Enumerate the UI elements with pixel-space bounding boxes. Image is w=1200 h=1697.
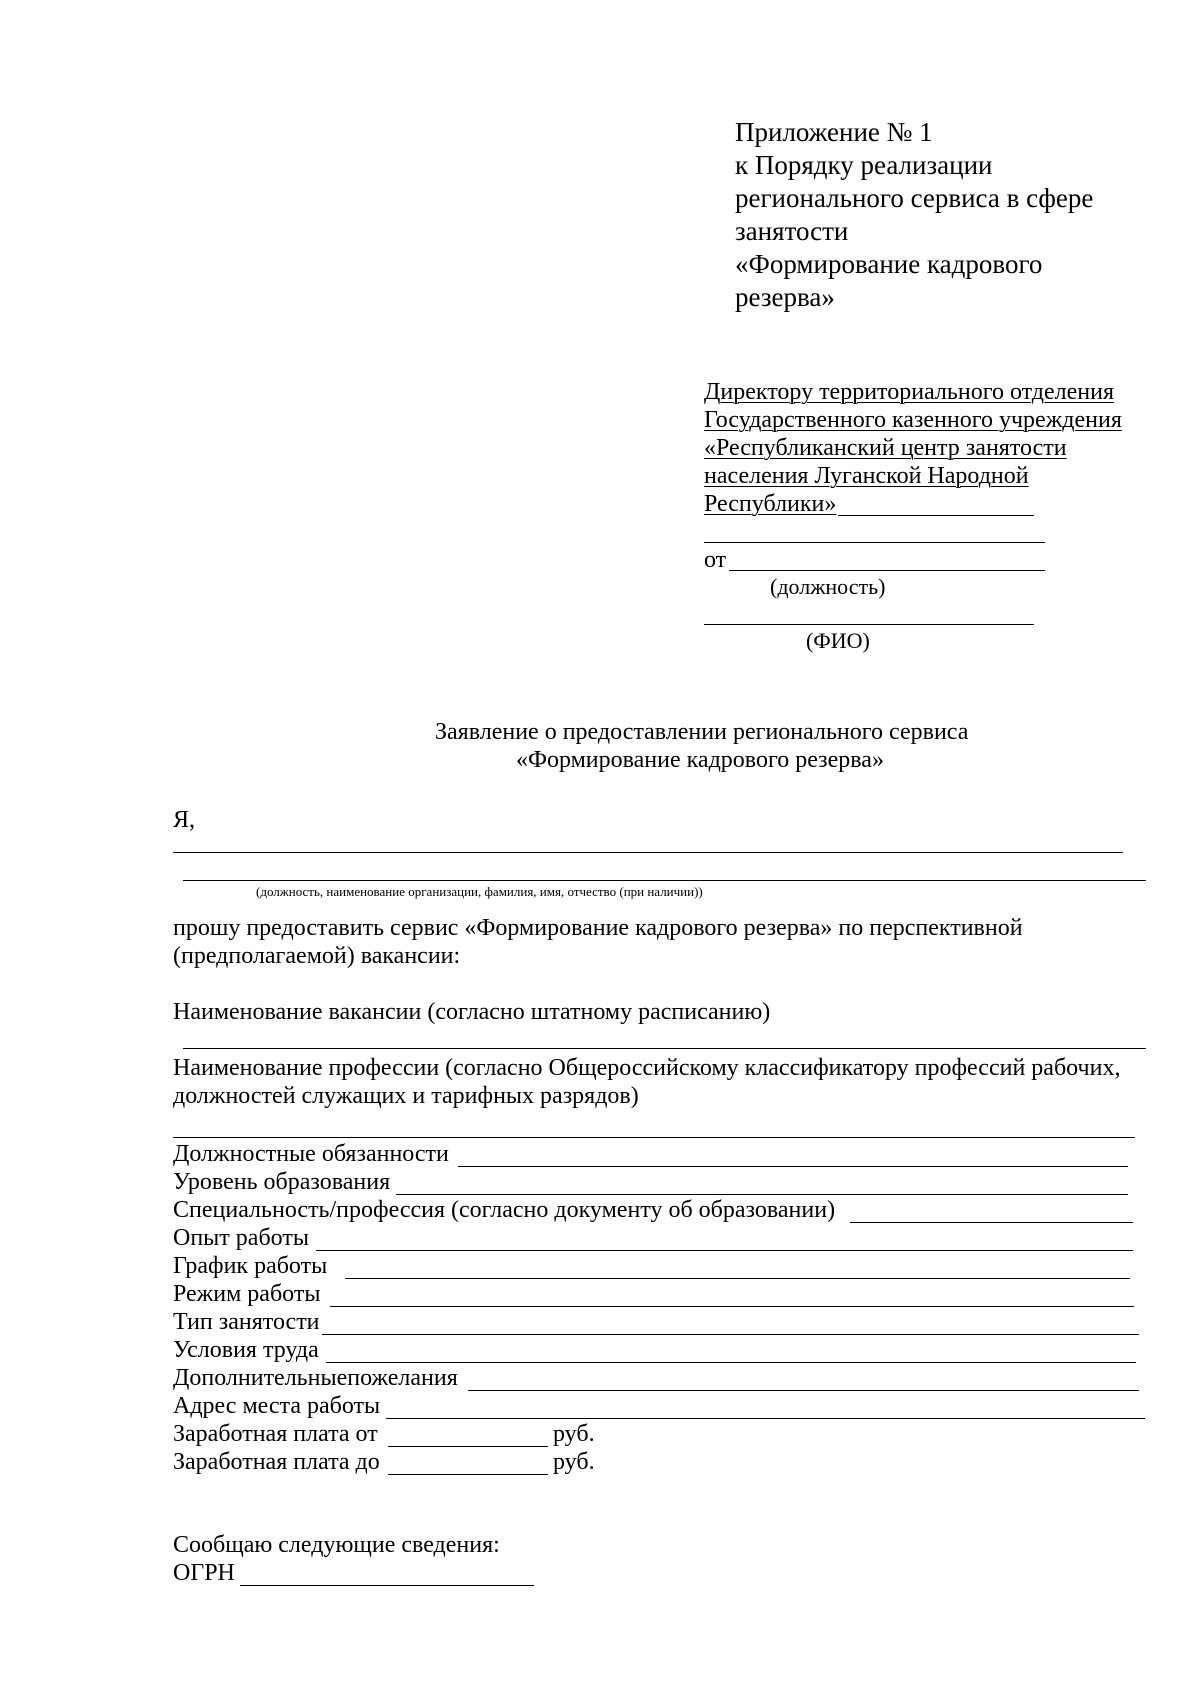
addressee-line: населения Луганской Народной <box>704 463 1029 489</box>
appendix-line: к Порядку реализации <box>735 150 993 180</box>
schedule-label: График работы <box>173 1253 328 1279</box>
duties-field-line[interactable] <box>458 1166 1128 1167</box>
applicant-field-line[interactable] <box>173 852 1123 853</box>
addressee-blank-line[interactable] <box>838 515 1034 516</box>
applicant-field-line[interactable] <box>183 880 1146 881</box>
experience-field-line[interactable] <box>316 1250 1133 1251</box>
statement-title-line: «Формирование кадрового резерва» <box>516 747 884 773</box>
statement-title-line: Заявление о предоставлении регионального сервиса <box>435 719 969 745</box>
work-address-label: Адрес места работы <box>173 1393 381 1419</box>
addressee-line: Республики» <box>704 491 837 517</box>
addressee-blank-line[interactable] <box>704 542 1045 543</box>
work-address-field-line[interactable] <box>386 1418 1145 1419</box>
work-mode-label: Режим работы <box>173 1281 321 1307</box>
request-text: (предполагаемой) вакансии: <box>173 943 461 969</box>
profession-label: Наименование профессии (согласно Общероссийскому классификатору профессий рабочих, <box>173 1055 1121 1081</box>
appendix-line: Приложение № 1 <box>735 117 933 147</box>
salary-to-currency: руб. <box>553 1449 595 1475</box>
addressee-line: Государственного казенного учреждения <box>704 407 1122 433</box>
salary-from-label: Заработная плата от <box>173 1421 378 1447</box>
specialty-field-line[interactable] <box>850 1222 1133 1223</box>
work-conditions-label: Условия труда <box>173 1337 319 1363</box>
fio-caption: (ФИО) <box>806 628 870 653</box>
fio-field-line[interactable] <box>704 624 1034 625</box>
schedule-field-line[interactable] <box>345 1278 1130 1279</box>
i-label: Я, <box>173 807 196 833</box>
profession-label: должностей служащих и тарифных разрядов) <box>173 1083 639 1109</box>
salary-to-label: Заработная плата до <box>173 1449 380 1475</box>
work-conditions-field-line[interactable] <box>326 1362 1136 1363</box>
education-level-field-line[interactable] <box>396 1194 1128 1195</box>
request-text: прошу предоставить сервис «Формирование кадрового резерва» по перспективной <box>173 915 1023 941</box>
position-field-line[interactable] <box>729 570 1045 571</box>
salary-to-field-line[interactable] <box>388 1474 548 1475</box>
info-label: Сообщаю следующие сведения: <box>173 1532 500 1558</box>
addressee-line: «Республиканский центр занятости <box>704 435 1067 461</box>
duties-label: Должностные обязанности <box>173 1141 449 1167</box>
appendix-line: регионального сервиса в сфере <box>735 183 1094 213</box>
salary-from-field-line[interactable] <box>388 1446 548 1447</box>
appendix-line: резерва» <box>735 282 835 312</box>
additional-wishes-label: Дополнительныепожелания <box>173 1365 458 1391</box>
education-level-label: Уровень образования <box>173 1169 391 1195</box>
ogrn-label: ОГРН <box>173 1560 235 1586</box>
employment-type-field-line[interactable] <box>322 1334 1139 1335</box>
position-caption: (должность) <box>770 574 886 599</box>
salary-from-currency: руб. <box>553 1421 595 1447</box>
applicant-caption: (должность, наименование организации, фамилия, имя, отчество (при наличии)) <box>256 884 703 899</box>
from-label: от <box>704 547 727 573</box>
employment-type-label: Тип занятости <box>173 1309 320 1335</box>
vacancy-name-label: Наименование вакансии (согласно штатному расписанию) <box>173 999 771 1025</box>
profession-field-line[interactable] <box>173 1137 1135 1138</box>
appendix-line: занятости <box>735 216 849 246</box>
work-mode-field-line[interactable] <box>330 1306 1134 1307</box>
experience-label: Опыт работы <box>173 1225 309 1251</box>
specialty-label: Специальность/профессия (согласно документу об образовании) <box>173 1197 836 1223</box>
ogrn-field-line[interactable] <box>240 1585 534 1586</box>
vacancy-name-field-line[interactable] <box>183 1048 1146 1049</box>
additional-wishes-field-line[interactable] <box>468 1390 1139 1391</box>
addressee-line: Директору территориального отделения <box>704 379 1115 405</box>
appendix-line: «Формирование кадрового <box>735 249 1043 279</box>
